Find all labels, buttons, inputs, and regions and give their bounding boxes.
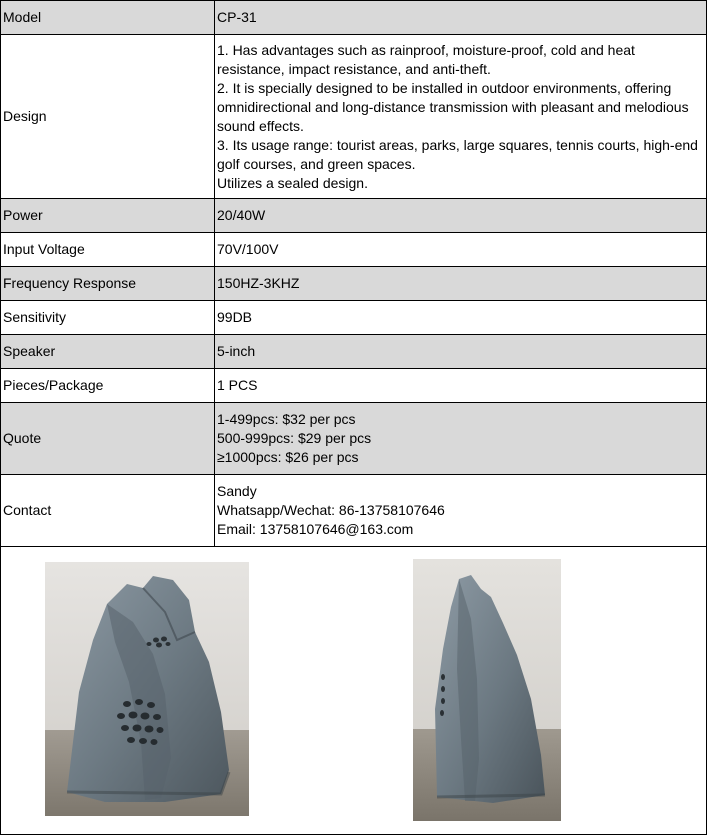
- row-speaker: [1, 335, 707, 369]
- label-input-voltage: Input Voltage: [1, 233, 215, 267]
- label-sensitivity: Sensitivity: [1, 301, 215, 335]
- value-power: 20/40W: [215, 199, 707, 233]
- value-pieces-package: 1 PCS: [215, 369, 707, 403]
- photos-cell: [1, 547, 707, 835]
- row-power: [1, 199, 707, 233]
- label-quote: Quote: [1, 403, 215, 475]
- row-pieces-package: [1, 369, 707, 403]
- value-model: CP-31: [215, 1, 707, 35]
- label-speaker: Speaker: [1, 335, 215, 369]
- value-contact: Sandy Whatsapp/Wechat: 86-13758107646 Email: 13758107646@163.com: [215, 475, 707, 547]
- value-frequency-response: 150HZ-3KHZ: [215, 267, 707, 301]
- row-photos: [1, 547, 707, 835]
- label-power: Power: [1, 199, 215, 233]
- row-frequency-response: [1, 267, 707, 301]
- product-photo-side: [413, 559, 561, 821]
- value-quote: 1-499pcs: $32 per pcs 500-999pcs: $29 per pcs ≥1000pcs: $26 per pcs: [215, 403, 707, 475]
- label-model: Model: [1, 1, 215, 35]
- value-sensitivity: 99DB: [215, 301, 707, 335]
- label-frequency-response: Frequency Response: [1, 267, 215, 301]
- label-design: Design: [1, 35, 215, 199]
- row-design: [1, 35, 707, 199]
- label-pieces-package: Pieces/Package: [1, 369, 215, 403]
- row-input-voltage: [1, 233, 707, 267]
- value-speaker: 5-inch: [215, 335, 707, 369]
- row-sensitivity: [1, 301, 707, 335]
- row-model: [1, 1, 707, 35]
- value-design: 1. Has advantages such as rainproof, moisture-proof, cold and heat resistance, impact resistance, and anti-theft. 2. It is specially designed to be installed in outdoor environments, offering omnidirectional and long-distance transmission with pleasant and melodious sound effects. 3. Its usage range: tourist areas, parks, large squares, tennis courts, high-end golf courses, and green spaces. Utilizes a sealed design.: [215, 35, 707, 199]
- product-photo-front: [45, 562, 249, 816]
- value-input-voltage: 70V/100V: [215, 233, 707, 267]
- label-contact: Contact: [1, 475, 215, 547]
- row-contact: [1, 475, 707, 547]
- row-quote: [1, 403, 707, 475]
